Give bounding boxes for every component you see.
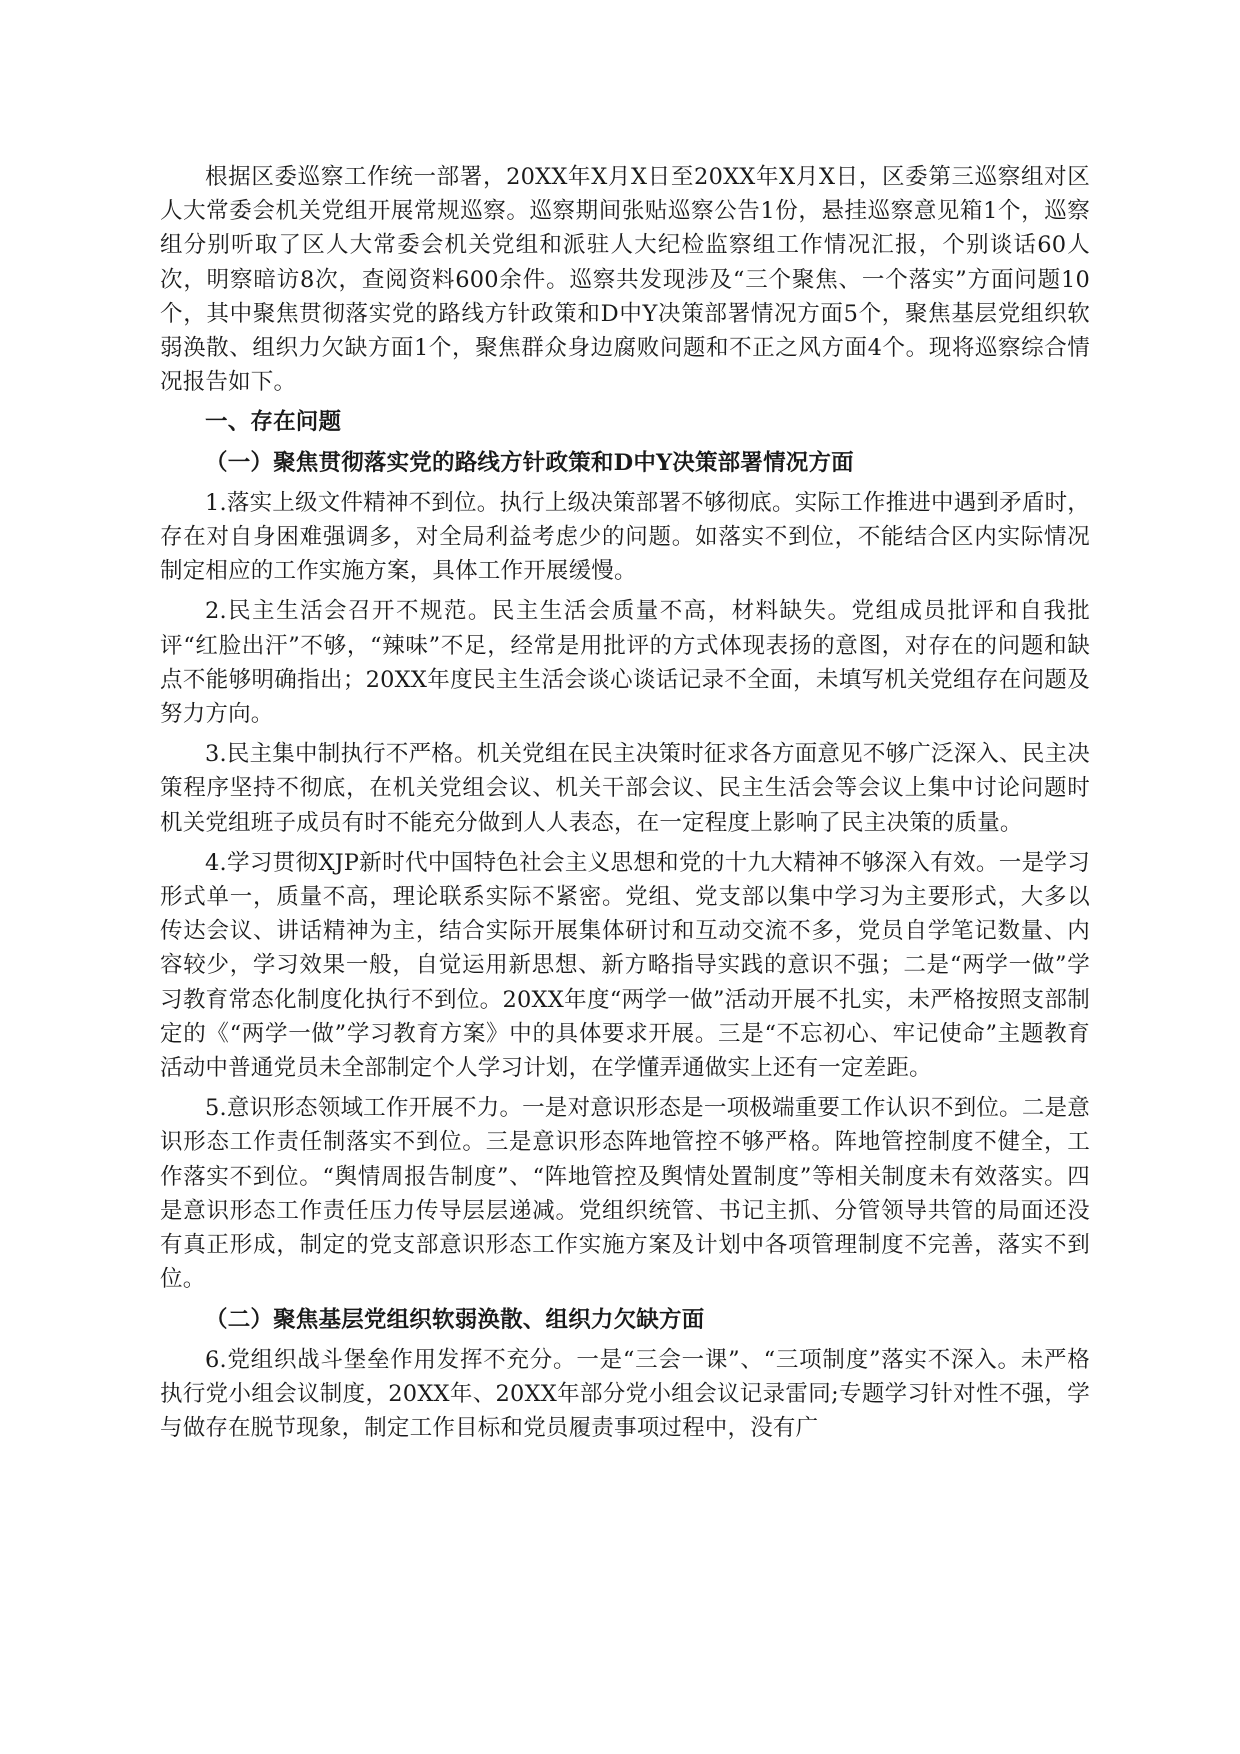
- item-paragraph-2: 2.民主生活会召开不规范。民主生活会质量不高，材料缺失。党组成员批评和自我批评“红脸出汗”不够，“辣味”不足，经常是用批评的方式体现表扬的意图，对存在的问题和缺点不能够明确指出；20XX年度民主生活会谈心谈话记录不全面，未填写机关党组存在问题及努力方向。: [160, 598, 1090, 728]
- item-paragraph-4: 4.学习贯彻XJP新时代中国特色社会主义思想和党的十九大精神不够深入有效。一是学习形式单一，质量不高，理论联系实际不紧密。党组、党支部以集中学习为主要形式，大多以传达会议、讲话精神为主，结合实际开展集体研讨和互动交流不多，党员自学笔记数量、内容较少，学习效果一般，自觉运用新思想、新方略指导实践的意识不强；二是“两学一做”学习教育常态化制度化执行不到位。20XX年度“两学一做”活动开展不扎实，未严格按照支部制定的《“两学一做”学习教育方案》中的具体要求开展。三是“不忘初心、牢记使命”主题教育活动中普通党员未全部制定个人学习计划，在学懂弄通做实上还有一定差距。: [160, 849, 1090, 1082]
- item-paragraph-5: 5.意识形态领域工作开展不力。一是对意识形态是一项极端重要工作认识不到位。二是意识形态工作责任制落实不到位。三是意识形态阵地管控不够严格。阵地管控制度不健全，工作落实不到位。“舆情周报告制度”、“阵地管控及舆情处置制度”等相关制度未有效落实。四是意识形态工作责任压力传导层层递减。党组织统管、书记主抓、分管领导共管的局面还没有真正形成，制定的党支部意识形态工作实施方案及计划中各项管理制度不完善，落实不到位。: [160, 1095, 1090, 1293]
- item-paragraph-1: 1.落实上级文件精神不到位。执行上级决策部署不够彻底。实际工作推进中遇到矛盾时，存在对自身困难强调多，对全局利益考虑少的问题。如落实不到位，不能结合区内实际情况制定相应的工作实施方案，具体工作开展缓慢。: [160, 489, 1090, 585]
- intro-paragraph: 根据区委巡察工作统一部署，20XX年X月X日至20XX年X月X日，区委第三巡察组对区人大常委会机关党组开展常规巡察。巡察期间张贴巡察公告1份，悬挂巡察意见箱1个，巡察组分别听取了区人大常委会机关党组和派驻人大纪检监察组工作情况汇报，个别谈话60人次，明察暗访8次，查阅资料600余件。巡察共发现涉及“三个聚焦、一个落实”方面问题10个，其中聚焦贯彻落实党的路线方针政策和D中Y决策部署情况方面5个，聚焦基层党组织软弱涣散、组织力欠缺方面1个，聚焦群众身边腐败问题和不正之风方面4个。现将巡察综合情况报告如下。: [160, 164, 1090, 396]
- subsection-heading-2: （二）聚焦基层党组织软弱涣散、组织力欠缺方面: [205, 1306, 705, 1333]
- document-body: [160, 160, 1090, 1451]
- section-heading-problems: 一、存在问题: [205, 409, 342, 436]
- item-paragraph-6: 6.党组织战斗堡垒作用发挥不充分。一是“三会一课”、“三项制度”落实不深入。未严格执行党小组会议制度，20XX年、20XX年部分党小组会议记录雷同;专题学习针对性不强，学与做存在脱节现象，制定工作目标和党员履责事项过程中，没有广: [160, 1346, 1090, 1442]
- item-paragraph-3: 3.民主集中制执行不严格。机关党组在民主决策时征求各方面意见不够广泛深入、民主决策程序坚持不彻底，在机关党组会议、机关干部会议、民主生活会等会议上集中讨论问题时机关党组班子成员有时不能充分做到人人表态，在一定程度上影响了民主决策的质量。: [160, 741, 1090, 836]
- subsection-heading-1: （一）聚焦贯彻落实党的路线方针政策和D中Y决策部署情况方面: [205, 449, 854, 476]
